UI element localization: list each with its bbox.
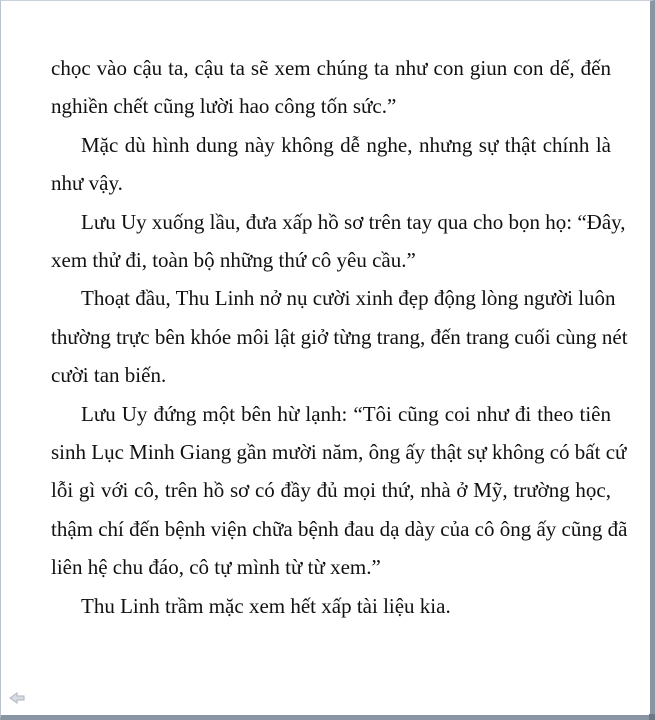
- text-line: nghiền chết cũng lười hao công tốn sức.”: [51, 94, 397, 119]
- text-line: Lưu Uy xuống lầu, đưa xấp hồ sơ trên tay qua cho bọn họ: “Đây,: [81, 209, 626, 234]
- text-line: sinh Lục Minh Giang gần mười năm, ông ấy thật sự không có bất cứ: [51, 440, 627, 465]
- page-corner-arrow-icon: [9, 692, 25, 704]
- text-line: cười tan biến.: [51, 363, 167, 388]
- text-line: lỗi gì với cô, trên hồ sơ có đầy đủ mọi thứ, nhà ở Mỹ, trường học,: [51, 478, 611, 503]
- text-line: Mặc dù hình dung này không dễ nghe, nhưng sự thật chính là: [81, 132, 611, 157]
- text-line: Thoạt đầu, Thu Linh nở nụ cười xinh đẹp động lòng người luôn: [81, 286, 616, 311]
- paragraph-2: [51, 126, 611, 203]
- document-body: [51, 49, 628, 625]
- paragraph-1: [51, 49, 611, 126]
- text-line: chọc vào cậu ta, cậu ta sẽ xem chúng ta như con giun con dế, đến: [51, 56, 611, 80]
- paragraph-4: [51, 279, 628, 394]
- text-line: Thu Linh trầm mặc xem hết xấp tài liệu kia.: [81, 593, 451, 618]
- paragraph-3: [51, 203, 626, 280]
- text-line: liên hệ chu đáo, cô tự mình từ từ xem.”: [51, 555, 381, 580]
- text-line: thường trực bên khóe môi lật giở từng trang, đến trang cuối cùng nét: [51, 324, 628, 349]
- paragraph-5: [51, 395, 628, 587]
- text-line: thậm chí đến bệnh viện chữa bệnh đau dạ dày của cô ông ấy cũng đã: [51, 516, 628, 541]
- paragraph-6: [51, 587, 611, 625]
- text-line: Lưu Uy đứng một bên hừ lạnh: “Tôi cũng coi như đi theo tiên: [81, 401, 611, 426]
- text-line: như vậy.: [51, 171, 123, 196]
- page-corner-arrow-icon: [9, 691, 25, 703]
- text-line: xem thử đi, toàn bộ những thứ cô yêu cầu.”: [51, 248, 416, 273]
